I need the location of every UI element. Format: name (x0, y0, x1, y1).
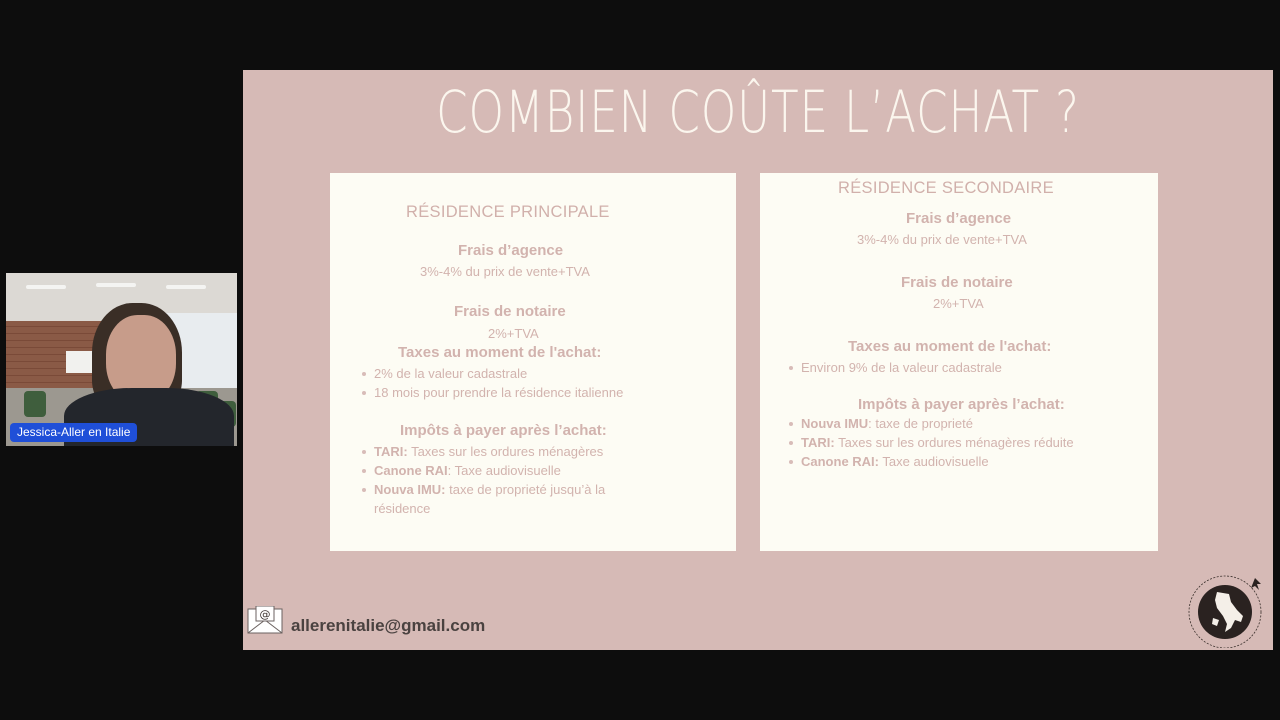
ceiling-light (26, 285, 66, 289)
notary-fee-text: 2%+TVA (488, 326, 539, 341)
residence-principale-card (330, 173, 736, 551)
list-item: Canone RAI: Taxe audiovisuelle (360, 461, 605, 480)
purchase-taxes-list (787, 358, 1002, 377)
after-purchase-title: Impôts à payer après l’achat: (400, 422, 607, 439)
notary-fee-title: Frais de notaire (901, 274, 1013, 291)
chair (24, 391, 46, 417)
agency-fee-title: Frais d’agence (458, 242, 564, 259)
agency-fee-text: 3%-4% du prix de vente+TVA (857, 232, 1027, 247)
list-item: Nouva IMU: taxe de proprieté (787, 414, 1074, 433)
card-heading: RÉSIDENCE SECONDAIRE (838, 179, 1054, 197)
list-item: TARI: Taxes sur les ordures ménagères réduite (787, 433, 1074, 452)
list-item: Nouva IMU: taxe de proprieté jusqu’à la résidence (360, 480, 605, 518)
shared-slide (243, 70, 1273, 650)
slide-title: COMBIEN COÛTE L’ACHAT ? (436, 78, 1080, 146)
list-item: Canone RAI: Taxe audiovisuelle (787, 452, 1074, 471)
envelope-icon (247, 606, 283, 634)
contact-email[interactable]: allerenitalie@gmail.com (291, 616, 486, 635)
list-item: TARI: Taxes sur les ordures ménagères (360, 442, 605, 461)
residence-secondaire-card (760, 173, 1158, 551)
after-purchase-title: Impôts à payer après l’achat: (858, 396, 1065, 413)
list-item: 18 mois pour prendre la résidence italienne (360, 383, 623, 402)
purchase-taxes-title: Taxes au moment de l'achat: (848, 338, 1052, 355)
participant-video-tile[interactable] (6, 273, 237, 446)
after-purchase-list (787, 414, 1074, 471)
ceiling-light (96, 283, 136, 287)
participant-name-tag: Jessica-Aller en Italie (10, 423, 137, 442)
agency-fee-text: 3%-4% du prix de vente+TVA (420, 264, 590, 279)
envelope-at-glyph: @ (259, 608, 271, 621)
list-item: Environ 9% de la valeur cadastrale (787, 358, 1002, 377)
purchase-taxes-title: Taxes au moment de l'achat: (398, 344, 602, 361)
list-item: 2% de la valeur cadastrale (360, 364, 623, 383)
ceiling-light (166, 285, 206, 289)
card-heading: RÉSIDENCE PRINCIPALE (406, 203, 610, 221)
after-purchase-list (360, 442, 605, 518)
globe-italy-logo-icon (1185, 570, 1269, 648)
notary-fee-text: 2%+TVA (933, 296, 984, 311)
notary-fee-title: Frais de notaire (454, 303, 566, 320)
agency-fee-title: Frais d’agence (906, 210, 1012, 227)
purchase-taxes-list (360, 364, 623, 402)
